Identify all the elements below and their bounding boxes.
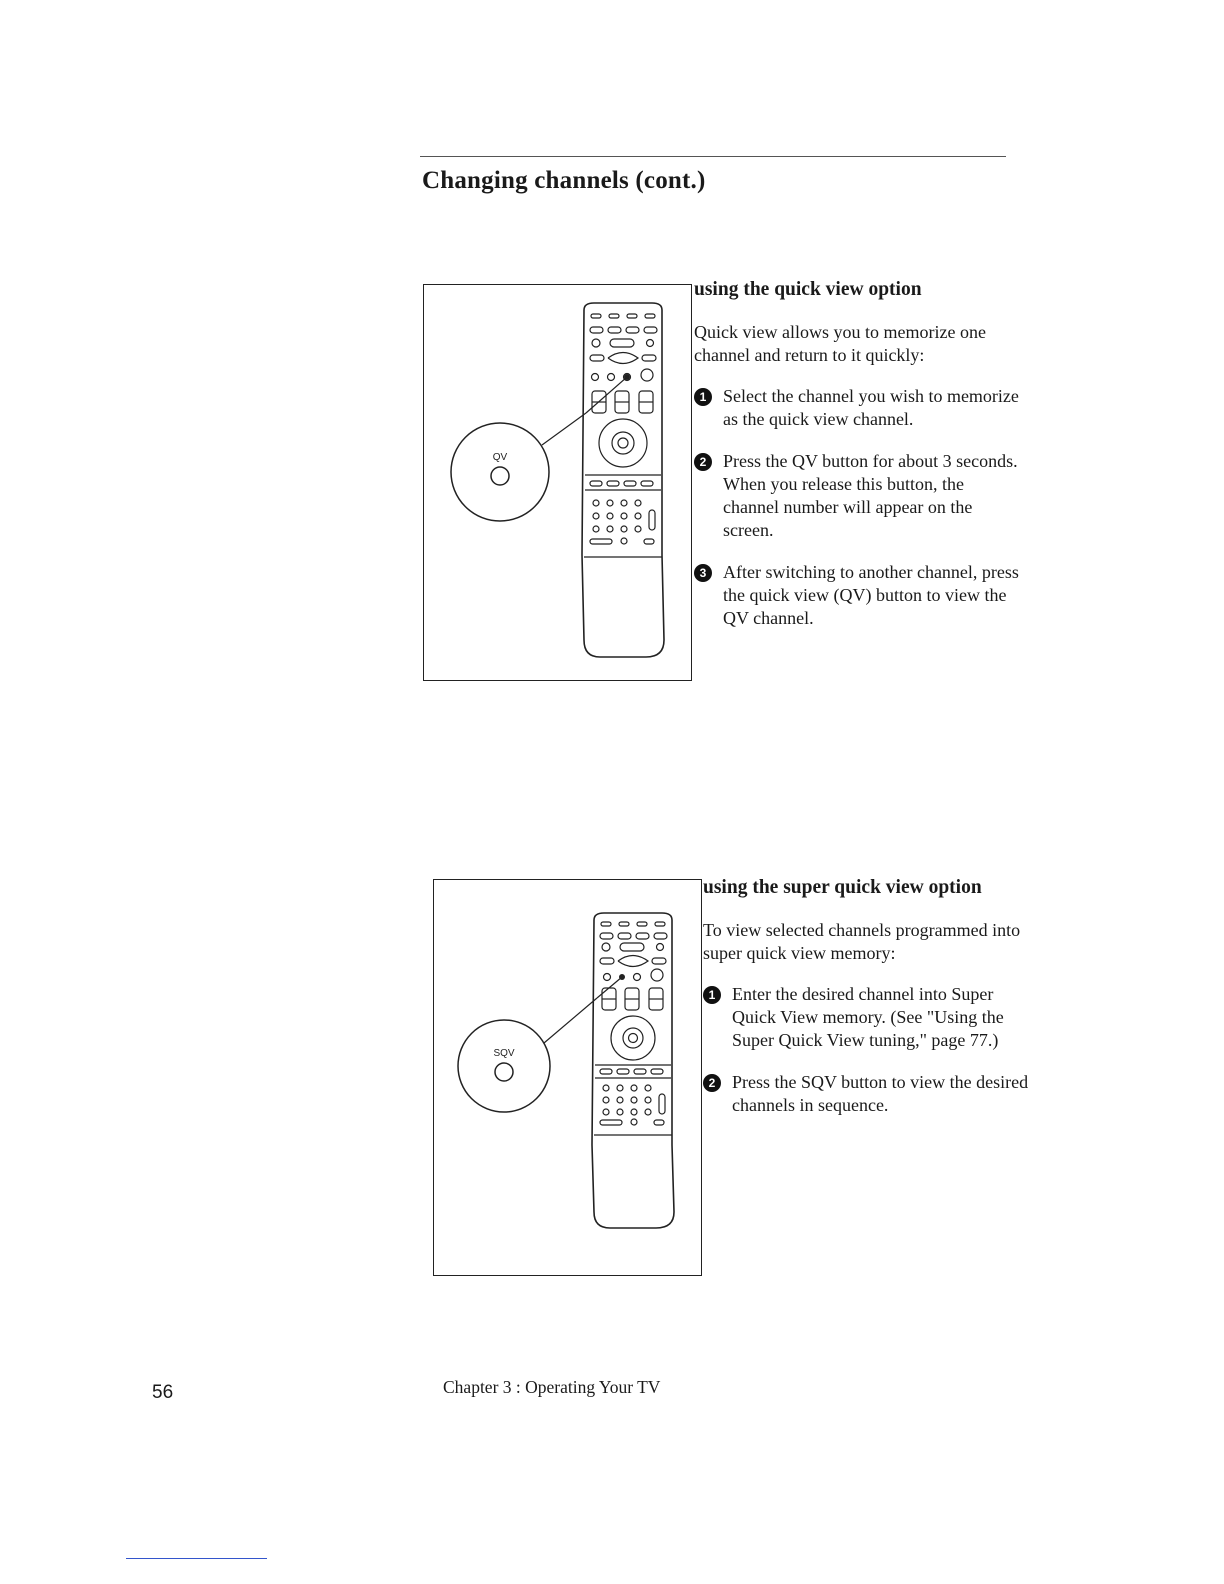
page-title: Changing channels (cont.) — [422, 167, 706, 194]
remote-illustration-qv — [423, 284, 692, 681]
step-number-icon: 2 — [694, 453, 712, 471]
remote-control-icon — [424, 285, 691, 680]
step-item — [703, 983, 1033, 1052]
step-text: Press the QV button for about 3 seconds. When you release this button, the channel number will appear on the screen. — [723, 451, 1018, 540]
step-text: Enter the desired channel into Super Quick View memory. (See "Using the Super Quick View tuning," page 77.) — [732, 984, 1004, 1050]
step-item — [694, 561, 1024, 630]
title-rule — [420, 156, 1006, 157]
step-number-icon: 2 — [703, 1074, 721, 1092]
section-heading: using the super quick view option — [703, 877, 982, 898]
qv-button-label: QV — [492, 452, 508, 463]
step-item — [694, 450, 1024, 542]
step-item — [694, 385, 1024, 431]
footer-chapter: Chapter 3 : Operating Your TV — [443, 1377, 661, 1397]
remote-control-icon — [434, 880, 701, 1275]
step-number-icon: 3 — [694, 564, 712, 582]
step-item — [703, 1071, 1033, 1117]
step-text: After switching to another channel, press the quick view (QV) button to view the QV channel. — [723, 562, 1019, 628]
quick-view-section — [694, 278, 1024, 649]
step-text: Press the SQV button to view the desired channels in sequence. — [732, 1072, 1029, 1115]
step-number-icon: 1 — [703, 986, 721, 1004]
page-number: 56 — [152, 1382, 174, 1403]
sqv-button-label: SQV — [493, 1048, 515, 1059]
footer-rule — [126, 1558, 267, 1559]
section-intro: To view selected channels programmed into super quick view memory: — [703, 920, 1021, 963]
section-heading: using the quick view option — [694, 279, 922, 300]
step-number-icon: 1 — [694, 388, 712, 406]
remote-illustration-sqv — [433, 879, 702, 1276]
step-text: Select the channel you wish to memorize as the quick view channel. — [723, 386, 1019, 429]
super-quick-view-section — [703, 876, 1033, 1136]
section-intro: Quick view allows you to memorize one channel and return to it quickly: — [694, 322, 986, 365]
